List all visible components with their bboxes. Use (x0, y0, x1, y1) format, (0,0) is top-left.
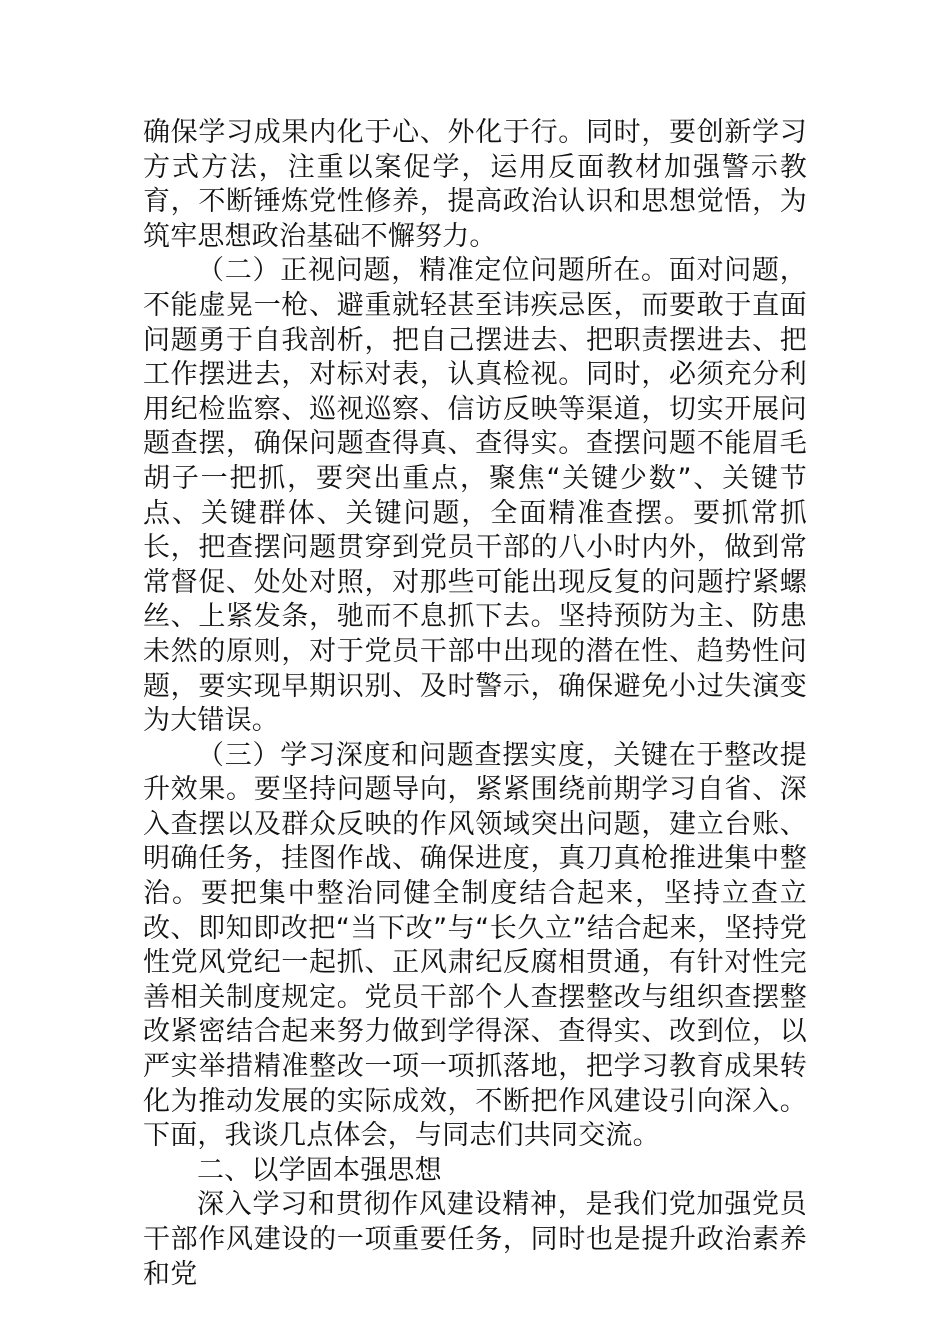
paragraph-section-three: （三）学习深度和问题查摆实度，关键在于整改提升效果。要坚持问题导向，紧紧围绕前期学习自省、深入查摆以及群众反映的作风领域突出问题，建立台账、明确任务，挂图作战、确保进度，真刀真枪推进集中整治。要把集中整治同健全制度结合起来，坚持立查立改、即知即改把“当下改”与“长久立”结合起来，坚持党性党风党纪一起抓、正风肃纪反腐相贯通，有针对性完善相关制度规定。党员干部个人查摆整改与组织查摆整改紧密结合起来努力做到学得深、查得实、改到位，以严实举措精准整改一项一项抓落地，把学习教育成果转化为推动发展的实际成效，不断把作风建设引向深入。下面，我谈几点体会，与同志们共同交流。 (143, 739, 807, 1152)
paragraph-section-two: （二）正视问题，精准定位问题所在。面对问题，不能虚晃一枪、避重就轻甚至讳疾忌医，而要敢于直面问题勇于自我剖析，把自己摆进去、把职责摆进去、把工作摆进去，对标对表，认真检视。同时，必须充分利用纪检监察、巡视巡察、信访反映等渠道，切实开展问题查摆，确保问题查得真、查得实。查摆问题不能眉毛胡子一把抓，要突出重点，聚焦“关键少数”、关键节点、关键群体、关键问题，全面精准查摆。要抓常抓长，把查摆问题贯穿到党员干部的八小时内外，做到常常督促、处处对照，对那些可能出现反复的问题拧紧螺丝、上紧发条，驰而不息抓下去。坚持预防为主、防患未然的原则，对于党员干部中出现的潜在性、趋势性问题，要实现早期识别、及时警示，确保避免小过失演变为大错误。 (143, 255, 807, 737)
paragraph-continuation: 确保学习成果内化于心、外化于行。同时，要创新学习方式方法，注重以案促学，运用反面教材加强警示教育，不断锤炼党性修养，提高政治认识和思想觉悟，为筑牢思想政治基础不懈努力。 (143, 117, 807, 252)
paragraph-final: 深入学习和贯彻作风建设精神，是我们党加强党员干部作风建设的一项重要任务，同时也是提升政治素养和党 (143, 1189, 807, 1290)
section-heading: 二、以学固本强思想 (197, 1154, 442, 1186)
document-body (143, 116, 807, 1292)
